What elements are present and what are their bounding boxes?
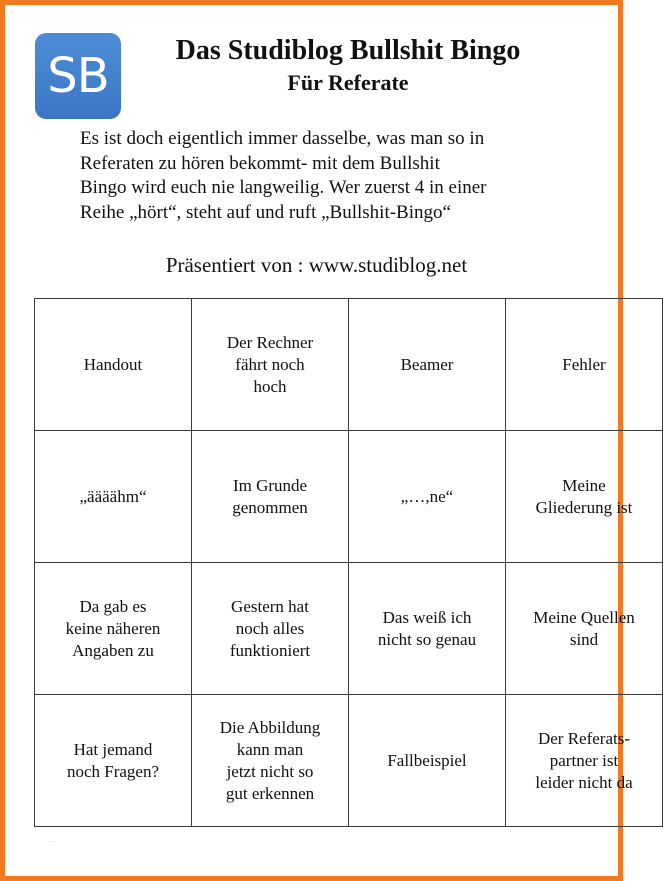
bingo-cell-text: sind [569,629,599,649]
bingo-cell[interactable] [192,563,349,695]
bingo-cell-text: Da gab es [79,596,147,616]
bingo-cell[interactable] [35,695,192,827]
bingo-cell-text: leider nicht da [535,772,633,792]
bingo-cell-text: nicht so genau [377,629,477,649]
bingo-cell-text: Das weiß ich [382,607,472,627]
bingo-cell-text: keine näheren [65,618,161,638]
bingo-cell-text: hoch [253,376,287,396]
bingo-cell[interactable] [192,299,349,431]
bingo-row [35,695,663,827]
bingo-cell-text: Die Abbildung [219,717,321,737]
bingo-cell[interactable] [192,431,349,563]
presenter-line: Präsentiert von : www.studiblog.net [165,253,468,277]
bingo-cell-text: Hat jemand [73,739,153,759]
bingo-grid [34,298,663,827]
intro-line: Reihe „hört“, steht auf und ruft „Bullshit-Bingo“ [80,201,451,223]
logo-text: SB [47,48,109,104]
bingo-row [35,563,663,695]
page-title: Das Studiblog Bullshit Bingo [175,35,521,66]
bingo-cell[interactable] [35,431,192,563]
bingo-cell-text: Meine Quellen [533,607,635,627]
bingo-cell-text: Gliederung ist [535,497,633,517]
bingo-cell-text: Gestern hat [231,596,309,616]
bingo-cell-text: Der Rechner [226,332,314,352]
bingo-cell[interactable] [506,563,663,695]
bingo-cell-text: noch alles [235,618,305,638]
bingo-cell[interactable] [506,299,663,431]
bingo-cell-text: kann man [236,739,304,759]
watermark-text: ⋯ [47,837,55,846]
bingo-cell-text: Angaben zu [72,640,154,660]
bingo-cell[interactable] [349,299,506,431]
bingo-cell-text: „…,ne“ [400,486,454,506]
bingo-cell-text: Im Grunde [232,475,308,495]
bingo-cell-text: Meine [562,475,606,495]
bingo-row [35,431,663,563]
bingo-cell[interactable] [506,431,663,563]
bingo-cell-text: jetzt nicht so [226,761,314,781]
bingo-cell-text: gut erkennen [225,783,315,803]
bingo-cell-text: funktioniert [229,640,311,660]
bingo-cell-text: Handout [83,354,143,374]
intro-line: Referaten zu hören bekommt- mit dem Bullshit [80,152,440,174]
bingo-cell-text: Fallbeispiel [387,750,467,770]
intro-paragraph [80,127,580,225]
bingo-cell[interactable] [35,299,192,431]
bingo-cell[interactable] [506,695,663,827]
bingo-row [35,299,663,431]
page-subtitle: Für Referate [287,70,409,95]
bingo-cell-text: fährt noch [235,354,305,374]
bingo-cell-text: Beamer [400,354,454,374]
bingo-cell-text: partner ist [549,750,619,770]
bingo-cell[interactable] [35,563,192,695]
bingo-cell-text: Fehler [562,354,606,374]
bingo-cell-text: genommen [232,497,308,517]
bingo-cell-text: noch Fragen? [66,761,160,781]
intro-line: Es ist doch eigentlich immer dasselbe, was man so in [80,128,485,149]
bingo-cell[interactable] [192,695,349,827]
bingo-cell[interactable] [349,563,506,695]
bingo-cell-text: Der Referats- [537,728,631,748]
intro-line: Bingo wird euch nie langweilig. Wer zuerst 4 in einer [80,177,487,198]
studiblog-logo-icon [35,33,121,119]
bingo-cell-text: „äääähm“ [79,486,147,506]
bingo-cell[interactable] [349,695,506,827]
bingo-cell[interactable] [349,431,506,563]
